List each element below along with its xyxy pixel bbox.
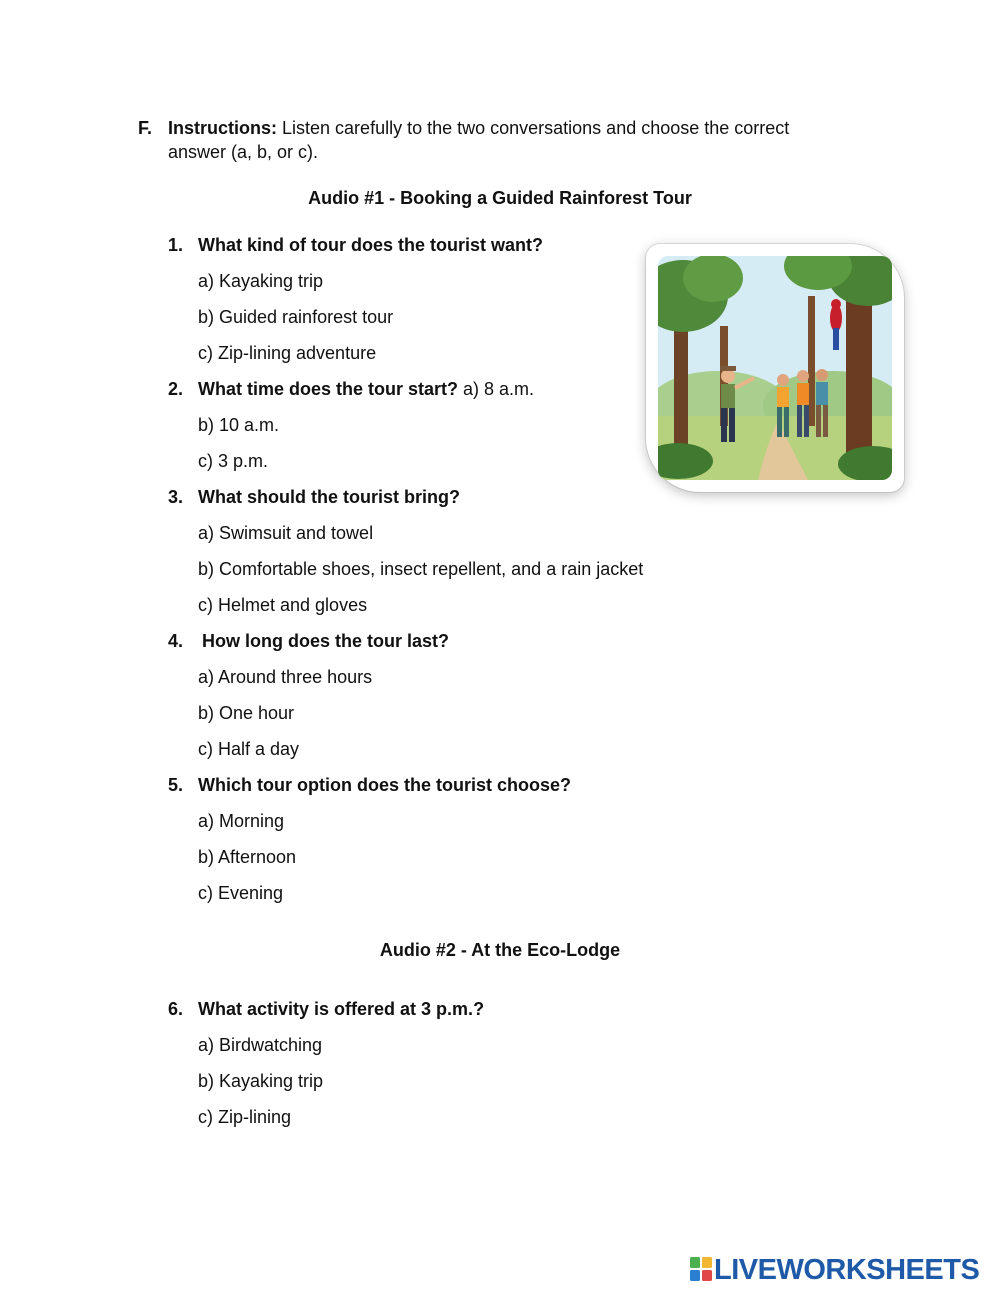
- answer-option[interactable]: b) Comfortable shoes, insect repellent, and a rain jacket: [198, 559, 644, 579]
- question-text: What activity is offered at 3 p.m.?: [198, 999, 485, 1019]
- question-number: 4.: [168, 631, 184, 651]
- answer-option[interactable]: b) One hour: [198, 703, 295, 723]
- answer-option[interactable]: c) Half a day: [198, 739, 300, 759]
- question-text: Which tour option does the tourist choose?: [198, 775, 571, 795]
- instructions: [168, 116, 848, 164]
- question-number: 6.: [168, 999, 184, 1019]
- answer-option[interactable]: b) Afternoon: [198, 847, 297, 867]
- answer-option[interactable]: c) Helmet and gloves: [198, 595, 368, 615]
- answer-option[interactable]: a) Swimsuit and towel: [198, 523, 374, 543]
- answer-option[interactable]: b) Guided rainforest tour: [198, 307, 394, 327]
- liveworksheets-logo-icon: [690, 1257, 712, 1281]
- answer-option[interactable]: a) Kayaking trip: [198, 271, 324, 291]
- question-text: What should the tourist bring?: [198, 487, 460, 507]
- question-text: How long does the tour last?: [202, 631, 449, 651]
- question-number: 2.: [168, 379, 184, 399]
- question-text: What kind of tour does the tourist want?: [198, 235, 543, 255]
- answer-option[interactable]: c) Zip-lining adventure: [198, 343, 377, 363]
- liveworksheets-logo: [690, 1254, 990, 1288]
- answer-option[interactable]: c) Evening: [198, 883, 284, 903]
- question-text: What time does the tour start?: [198, 379, 459, 399]
- instructions-label: Instructions:: [168, 118, 278, 138]
- audio2-heading: Audio #2 - At the Eco-Lodge: [379, 940, 621, 960]
- instructions-text: Listen carefully to the two conversations and choose the correct answer (a, b, or c).: [168, 118, 790, 162]
- answer-option[interactable]: b) Kayaking trip: [198, 1071, 324, 1091]
- answer-option[interactable]: c) Zip-lining: [198, 1107, 292, 1127]
- logo-text: LIVEWORKSHEETS: [714, 1254, 980, 1286]
- audio1-heading: Audio #1 - Booking a Guided Rainforest Tour: [308, 188, 692, 208]
- question-line: [198, 377, 534, 401]
- answer-option[interactable]: a) Birdwatching: [198, 1035, 323, 1055]
- question-number: 1.: [168, 235, 184, 255]
- answer-option[interactable]: c) 3 p.m.: [198, 451, 269, 471]
- section-letter: F.: [138, 118, 153, 138]
- rainforest-tour-illustration: [646, 244, 904, 492]
- answer-option[interactable]: b) 10 a.m.: [198, 415, 280, 435]
- answer-option[interactable]: a) Morning: [198, 811, 285, 831]
- answer-option[interactable]: a) 8 a.m.: [458, 379, 535, 399]
- rainforest-scene: [658, 256, 892, 480]
- question-number: 5.: [168, 775, 184, 795]
- answer-option[interactable]: a) Around three hours: [198, 667, 373, 687]
- question-number: 3.: [168, 487, 184, 507]
